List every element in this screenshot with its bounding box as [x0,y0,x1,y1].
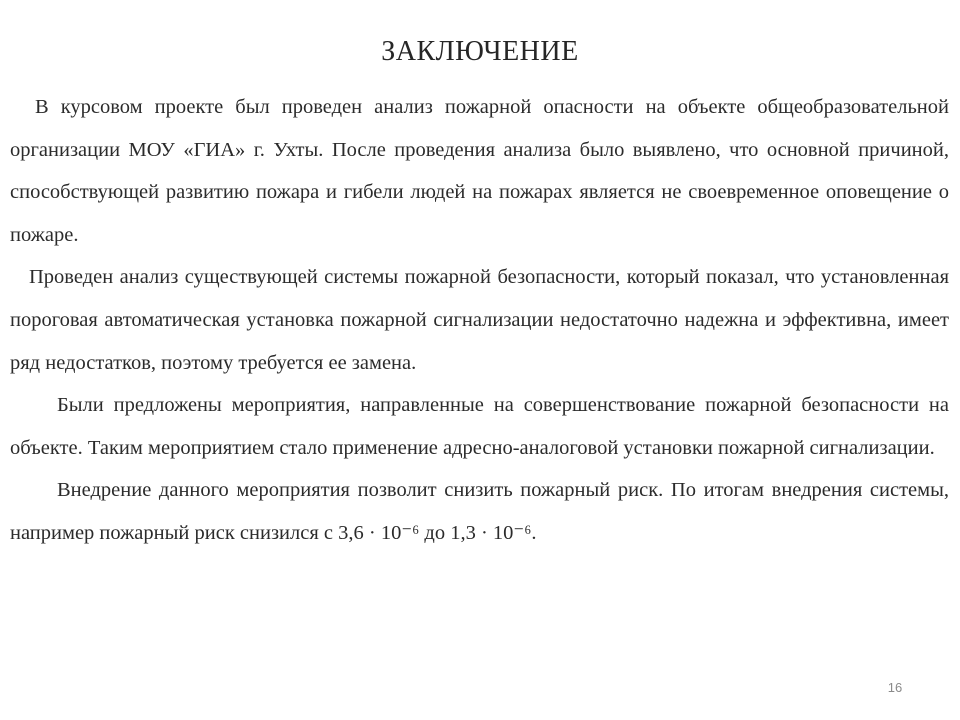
paragraph-measures: Были предложены мероприятия, направленные на совершенствование пожарной безопасности на объекте. Таким мероприятием стало применение адресно-аналоговой установки пожарной сигнализации. [10,394,949,459]
conclusion-text [10,86,949,555]
slide-title: ЗАКЛЮЧЕНИЕ [381,36,579,67]
page-number: 16 [887,680,903,695]
paragraph-analysis: В курсовом проекте был проведен анализ пожарной опасности на объекте общеобразовательной организации МОУ «ГИА» г. Ухты. После проведения анализа было выявлено, что основной причиной, способствующей развитию пожара и гибели людей на пожарах является не своевременное оповещение о пожаре. [10,96,949,246]
paragraph-risk-reduction: Внедрение данного мероприятия позволит снизить пожарный риск. По итогам внедрения системы, например пожарный риск снизился с 3,6 · 10⁻⁶ до 1,3 · 10⁻⁶. [10,479,949,544]
paragraph-system-review: Проведен анализ существующей системы пожарной безопасности, который показал, что установленная пороговая автоматическая установка пожарной сигнализации недостаточно надежна и эффективна, имеет ряд недостатков, поэтому требуется ее замена. [10,266,949,374]
